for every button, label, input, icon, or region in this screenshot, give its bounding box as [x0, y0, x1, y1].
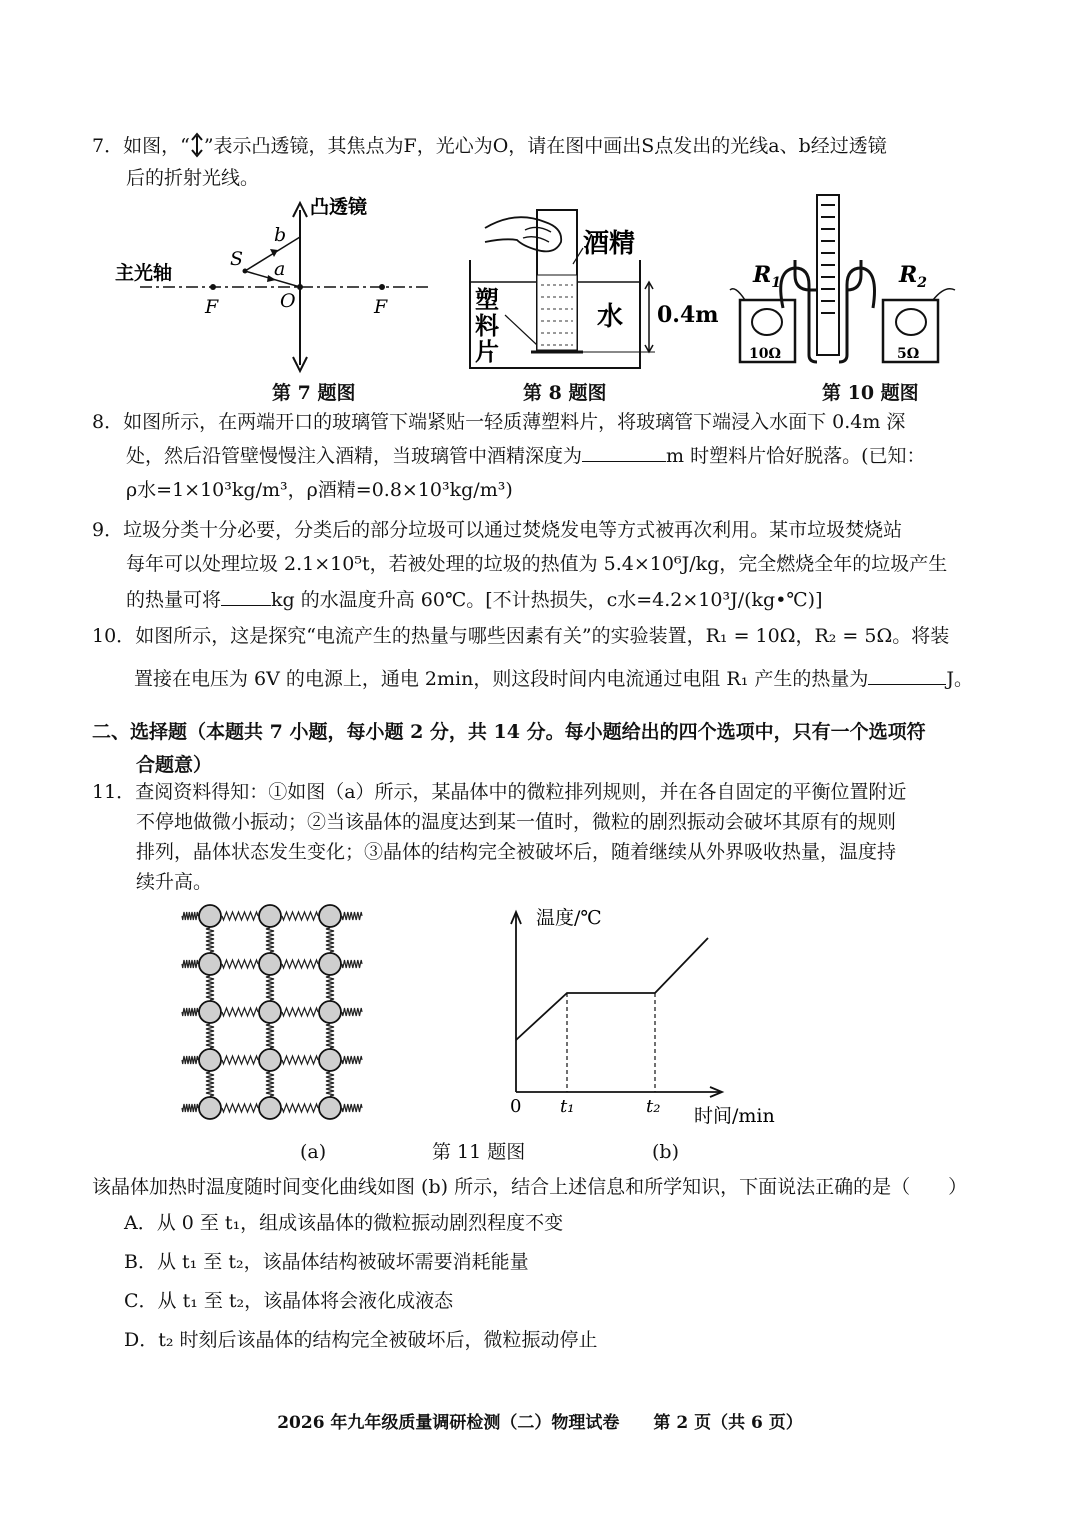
particle	[319, 1097, 341, 1119]
alcohol-label: 酒精	[583, 229, 636, 259]
spring	[206, 928, 214, 952]
spring	[326, 1024, 334, 1048]
spring	[282, 1056, 318, 1064]
particle	[199, 1001, 221, 1023]
curve-heating	[516, 938, 708, 1040]
x-axis-label: 时间/min	[694, 1105, 775, 1127]
ray-b-label: b	[274, 224, 287, 246]
fig11-caption: 第 11 题图	[432, 1141, 526, 1163]
spring	[266, 928, 274, 952]
ray-a-label: a	[274, 258, 286, 280]
spring	[282, 1008, 318, 1016]
q11-line4: 续升高。	[136, 871, 213, 893]
plastic-label-1: 塑	[475, 285, 499, 314]
temperature-time-graph	[500, 900, 800, 1130]
option-a[interactable]: A．从 0 至 t₁，组成该晶体的微粒振动剧烈程度不变	[124, 1212, 564, 1234]
spring	[326, 1072, 334, 1096]
spring	[326, 928, 334, 952]
answer-blank[interactable]	[221, 587, 271, 606]
section2-title-line1: 二、选择题（本题共 7 小题，每小题 2 分，共 14 分。每小题给出的四个选项中，只有一个选项符	[92, 721, 926, 743]
particle	[259, 905, 281, 927]
fig8-tube-diagram	[465, 200, 725, 375]
fig11a-label: (a)	[300, 1141, 327, 1163]
lens-symbol-icon	[190, 133, 204, 157]
section2-title-line2: 合题意）	[136, 754, 213, 776]
fig10-circuit-diagram	[735, 190, 965, 370]
q10-line2: 置接在电压为 6V 的电源上，通电 2min，则这段时间内电流通过电阻 R₁ 产生的热量为 J。	[134, 668, 973, 690]
particle	[199, 905, 221, 927]
fig10-caption: 第 10 题图	[822, 382, 919, 404]
spring	[266, 1072, 274, 1096]
particle	[259, 1097, 281, 1119]
answer-blank[interactable]	[868, 666, 946, 685]
particle	[199, 953, 221, 975]
plastic-label-3: 片	[475, 337, 499, 366]
q11-stem: 该晶体加热时温度随时间变化曲线如图 (b) 所示，结合上述信息和所学知识，下面说法正确的是（ ）	[92, 1176, 968, 1198]
q11-line2: 不停地做微小振动；②当该晶体的温度达到某一值时，微粒的剧烈振动会破坏其原有的规则	[136, 811, 897, 833]
q9-line3: 的热量可将 kg 的水温度升高 60℃。[不计热损失，c水=4.2×10³J/(kg•℃)]	[126, 589, 823, 611]
particle	[259, 953, 281, 975]
fig11b-label: (b)	[652, 1141, 679, 1163]
t2-label: t₂	[646, 1096, 661, 1117]
r2-label: $R_2$	[899, 262, 928, 291]
particle	[319, 1049, 341, 1071]
water-label: 水	[597, 302, 624, 332]
particle	[259, 1001, 281, 1023]
focus-left-label: F	[205, 296, 219, 318]
r-left-value: 10Ω	[749, 346, 781, 362]
particle	[319, 1001, 341, 1023]
spring	[342, 960, 362, 968]
y-axis-label: 温度/℃	[536, 907, 602, 929]
point-o-label: O	[280, 290, 296, 312]
spring	[282, 1104, 318, 1112]
spring	[206, 976, 214, 1000]
q9-line1: 9．垃圾分类十分必要，分类后的部分垃圾可以通过焚烧发电等方式被再次利用。某市垃圾焚烧站	[92, 519, 903, 541]
point-s-label: S	[230, 248, 244, 270]
origin-label: 0	[510, 1096, 522, 1117]
spring	[266, 1024, 274, 1048]
q11-line1: 11．查阅资料得知：①如图（a）所示，某晶体中的微粒排列规则，并在各自固定的平衡位置附近	[92, 781, 907, 803]
axis-label: 主光轴	[115, 262, 173, 284]
option-d[interactable]: D．t₂ 时刻后该晶体的结构完全被破坏后，微粒振动停止	[124, 1329, 598, 1351]
spring	[342, 1008, 362, 1016]
spring	[342, 1104, 362, 1112]
spring	[222, 1056, 258, 1064]
q7-line2: 后的折射光线。	[126, 167, 260, 189]
fig7-lens-diagram	[110, 195, 440, 375]
spring	[206, 1024, 214, 1048]
depth-label: 0.4m	[657, 302, 719, 328]
q7-line1: 7．如图，“ ”表示凸透镜，其焦点为F，光心为O，请在图中画出S点发出的光线a、b经过透镜	[92, 135, 887, 157]
spring	[182, 960, 198, 968]
fig7-caption: 第 7 题图	[272, 382, 356, 404]
spring	[326, 976, 334, 1000]
spring	[222, 1104, 258, 1112]
lens-label: 凸透镜	[310, 196, 368, 218]
option-c[interactable]: C．从 t₁ 至 t₂，该晶体将会液化成液态	[124, 1290, 454, 1312]
spring	[182, 1056, 198, 1064]
spring	[222, 912, 258, 920]
particle	[199, 1097, 221, 1119]
fig8-caption: 第 8 题图	[523, 382, 607, 404]
spring	[222, 1008, 258, 1016]
r1-label: $R_1$	[753, 262, 782, 291]
spring	[282, 960, 318, 968]
r-right-value: 5Ω	[897, 346, 920, 362]
particle	[319, 953, 341, 975]
spring	[182, 1104, 198, 1112]
q8-line3: ρ水=1×10³kg/m³，ρ酒精=0.8×10³kg/m³)	[126, 479, 513, 501]
option-b[interactable]: B．从 t₁ 至 t₂，该晶体结构被破坏需要消耗能量	[124, 1251, 529, 1273]
spring	[182, 912, 198, 920]
plastic-label-2: 料	[475, 311, 499, 340]
page-footer: 2026 年九年级质量调研检测（二）物理试卷 第 2 页（共 6 页）	[277, 1413, 803, 1433]
spring	[206, 1072, 214, 1096]
spring	[282, 912, 318, 920]
answer-blank[interactable]	[582, 443, 666, 462]
spring	[342, 912, 362, 920]
focus-right-label: F	[374, 296, 388, 318]
spring	[342, 1056, 362, 1064]
q9-line2: 每年可以处理垃圾 2.1×10⁵t，若被处理的垃圾的热值为 5.4×10⁶J/kg，完全燃烧全年的垃圾产生	[126, 553, 948, 575]
particle	[199, 1049, 221, 1071]
q11-line3: 排列，晶体状态发生变化；③晶体的结构完全被破坏后，随着继续从外界吸收热量，温度持	[136, 841, 897, 863]
spring	[222, 960, 258, 968]
t1-label: t₁	[560, 1096, 575, 1117]
q10-line1: 10．如图所示，这是探究“电流产生的热量与哪些因素有关”的实验装置，R₁ = 10Ω，R₂ = 5Ω。将装	[92, 625, 950, 647]
q8-line2: 处，然后沿管壁慢慢注入酒精，当玻璃管中酒精深度为 m 时塑料片恰好脱落。(已知：	[126, 445, 926, 467]
spring	[266, 976, 274, 1000]
particle	[259, 1049, 281, 1071]
crystal-lattice-diagram	[185, 898, 385, 1138]
particle	[319, 905, 341, 927]
q8-line1: 8．如图所示，在两端开口的玻璃管下端紧贴一轻质薄塑料片，将玻璃管下端浸入水面下 0.4m 深	[92, 411, 906, 433]
spring	[182, 1008, 198, 1016]
